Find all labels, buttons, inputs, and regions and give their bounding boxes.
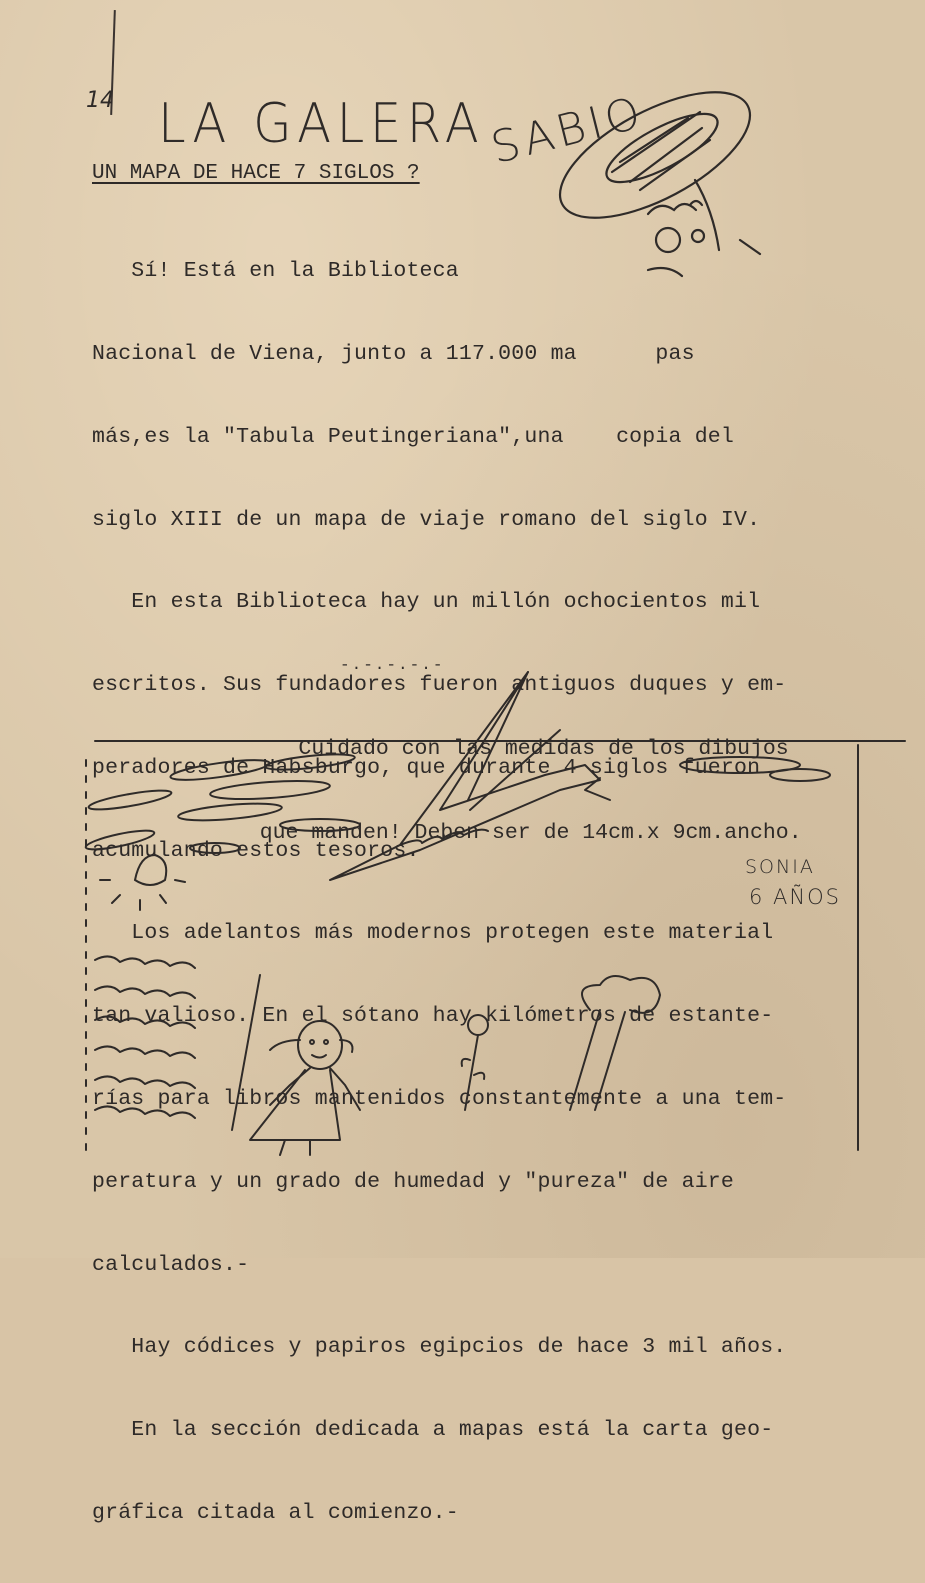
airplane-drawing [330, 672, 610, 880]
article-line: siglo XIII de un mapa de viaje romano del siglo IV. [92, 507, 761, 532]
section-separator: -.-.-.-.- [340, 656, 445, 674]
article-line: En esta Biblioteca hay un millón ochocientos mil [92, 590, 761, 615]
drawing-signature [745, 852, 841, 912]
page-number: 14 [86, 88, 114, 113]
article-line: En la sección dedicada a mapas está la carta geo- [92, 1418, 774, 1443]
notice-line: Cuidado con las medidas de los dibujos [92, 737, 789, 761]
article-line: peratura y un grado de humedad y "pureza" de aire [92, 1169, 735, 1194]
article-line: acumulando estos tesoros. [92, 838, 420, 863]
article-line: rías para libros mantenidos constantemente a una tem- [92, 1087, 787, 1111]
article-line: Nacional de Viena, junto a 117.000 ma pas [92, 341, 695, 366]
article-line: más,es la "Tabula Peutingeriana",una copia del [92, 424, 735, 449]
girl-drawing [250, 1021, 360, 1155]
sea-waves-drawing [95, 956, 260, 1130]
notice-line: que manden! Deben ser de 14cm.x 9cm.ancho. [92, 821, 802, 845]
article-line: calculados.- [92, 1252, 250, 1277]
masthead-title: LA GALERA [158, 92, 485, 155]
signature-age: 6 AÑOS [749, 885, 841, 909]
article-line: Los adelantos más modernos protegen este material [92, 921, 774, 946]
flower-drawing [462, 1015, 488, 1110]
article-line: peradores de Habsburgo, que durante 4 siglos fueron [92, 755, 761, 780]
tree-drawing [570, 976, 660, 1110]
signature-name: SONIA [745, 856, 815, 878]
article-line: gráfica citada al comienzo.- [92, 1500, 459, 1525]
article-headline: UN MAPA DE HACE 7 SIGLOS ? [92, 162, 420, 185]
article-line: Sí! Está en la Biblioteca [92, 259, 459, 284]
section-label-handwritten: SABIO [486, 86, 650, 175]
article-line: Hay códices y papiros egipcios de hace 3 mil años. [92, 1335, 787, 1360]
sun-drawing [100, 855, 185, 910]
article-line: tan valioso. En el sótano hay kilómetros de estante- [92, 1004, 774, 1029]
article-line: escritos. Sus fundadores fueron antiguos duques y em- [92, 673, 787, 698]
